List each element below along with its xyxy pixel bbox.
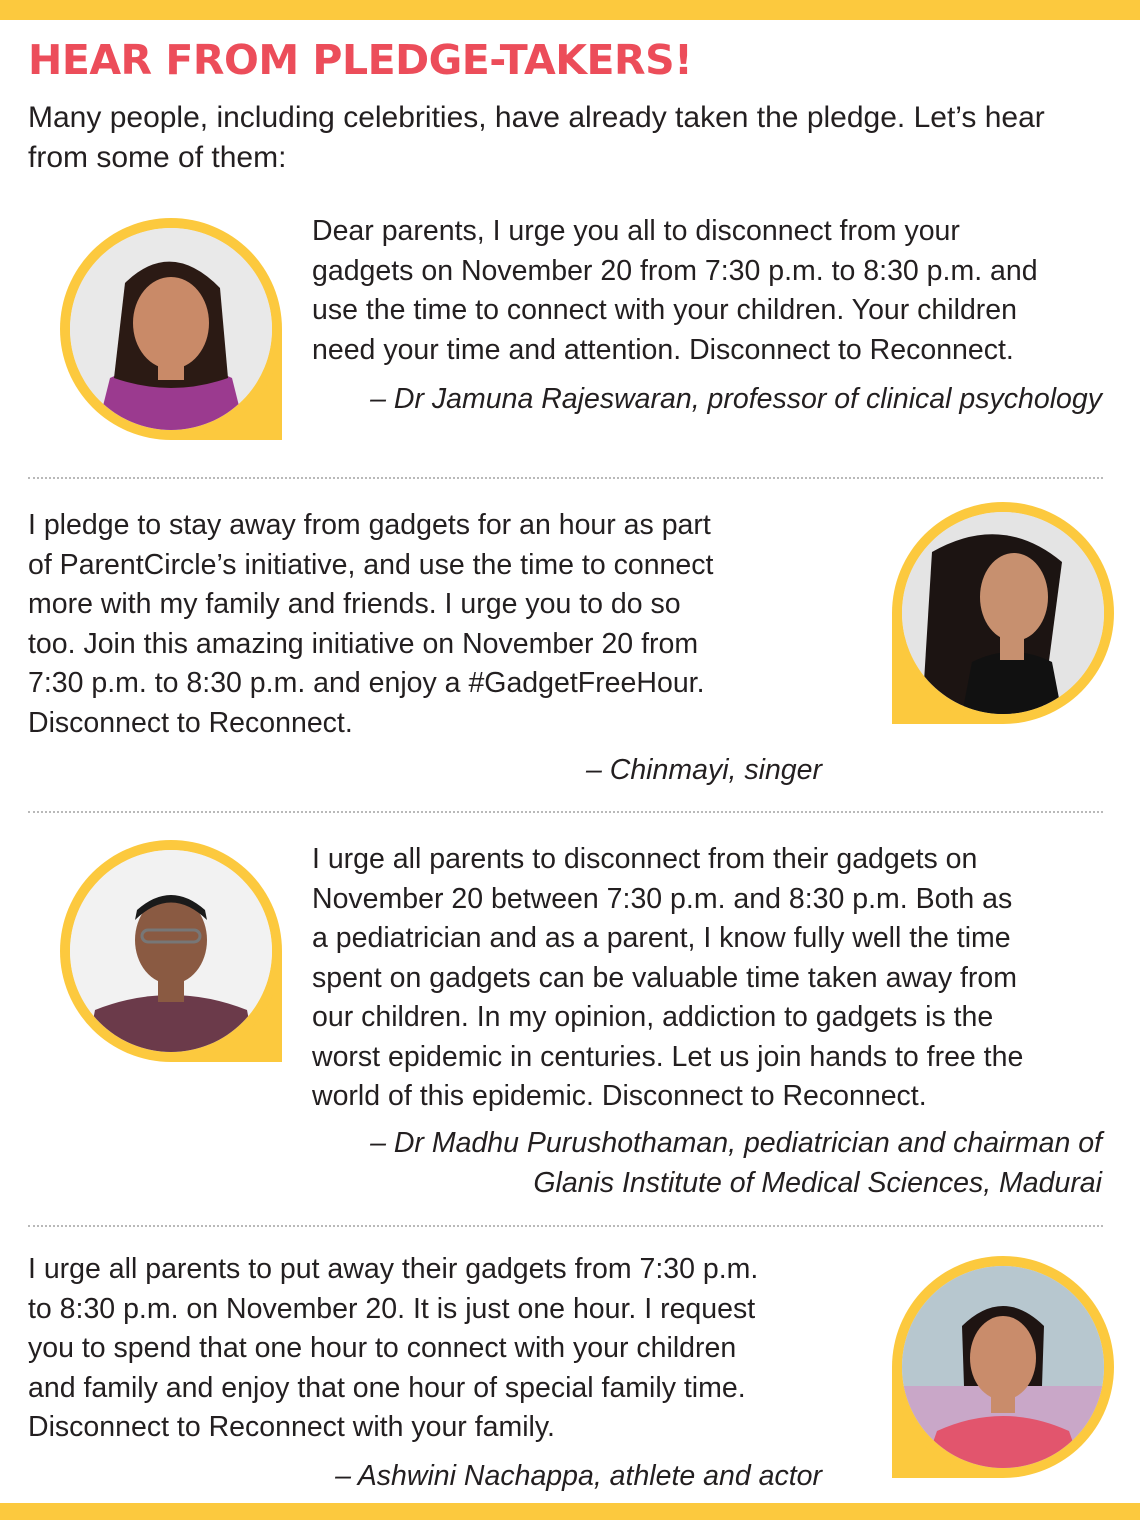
page-title: HEAR FROM PLEDGE-TAKERS! bbox=[28, 36, 693, 84]
portrait-chinmayi bbox=[892, 502, 1114, 724]
portrait-madhu-purushothaman bbox=[60, 840, 282, 1062]
portrait-jamuna-rajeswaran bbox=[60, 218, 282, 440]
intro-text: Many people, including celebrities, have already taken the pledge. Let’s hear from some of them: bbox=[28, 101, 1045, 174]
testimonial-4-quote: I urge all parents to put away their gadgets from 7:30 p.m. to 8:30 p.m. on November 20. It is just one hour. I request you to spend that one hour to connect with your children and family and enjoy that one hour of special family time. Disconnect to Reconnect with your family. bbox=[28, 1253, 759, 1443]
bottom-border bbox=[0, 1503, 1140, 1520]
top-border bbox=[0, 0, 1140, 20]
testimonial-2-attribution: – Chinmayi, singer bbox=[585, 754, 822, 786]
testimonial-1-quote: Dear parents, I urge you all to disconnect from your gadgets on November 20 from 7:30 p.m. to 8:30 p.m. and use the time to connect with your children. Your children need your time and attention. Disconnect to Reconnect. bbox=[312, 215, 1038, 366]
testimonial-1-attribution: – Dr Jamuna Rajeswaran, professor of clinical psychology bbox=[370, 383, 1102, 415]
divider bbox=[28, 477, 1103, 479]
portrait-ashwini-nachappa bbox=[892, 1256, 1114, 1478]
divider bbox=[28, 811, 1103, 813]
testimonial-3-quote: I urge all parents to disconnect from their gadgets on November 20 between 7:30 p.m. and 8:30 p.m. Both as a pediatrician and as a parent, I know fully well the time spent on gadgets can be valuable time taken away from our children. In my opinion, addiction to gadgets is the worst epidemic in centuries. Let us join hands to free the world of this epidemic. Disconnect to Reconnect. bbox=[312, 843, 1024, 1112]
testimonial-2-quote: I pledge to stay away from gadgets for an hour as part of ParentCircle’s initiative, and use the time to connect more with my family and friends. I urge you to do so too. Join this amazing initiative on November 20 from 7:30 p.m. to 8:30 p.m. and enjoy a #GadgetFreeHour. Disconnect to Reconnect. bbox=[28, 509, 714, 739]
testimonial-4-attribution: – Ashwini Nachappa, athlete and actor bbox=[335, 1460, 822, 1492]
testimonial-3-attribution: – Dr Madhu Purushothaman, pediatrician and chairman of Glanis Institute of Medical Sciences, Madurai bbox=[370, 1127, 1102, 1199]
divider bbox=[28, 1225, 1103, 1227]
